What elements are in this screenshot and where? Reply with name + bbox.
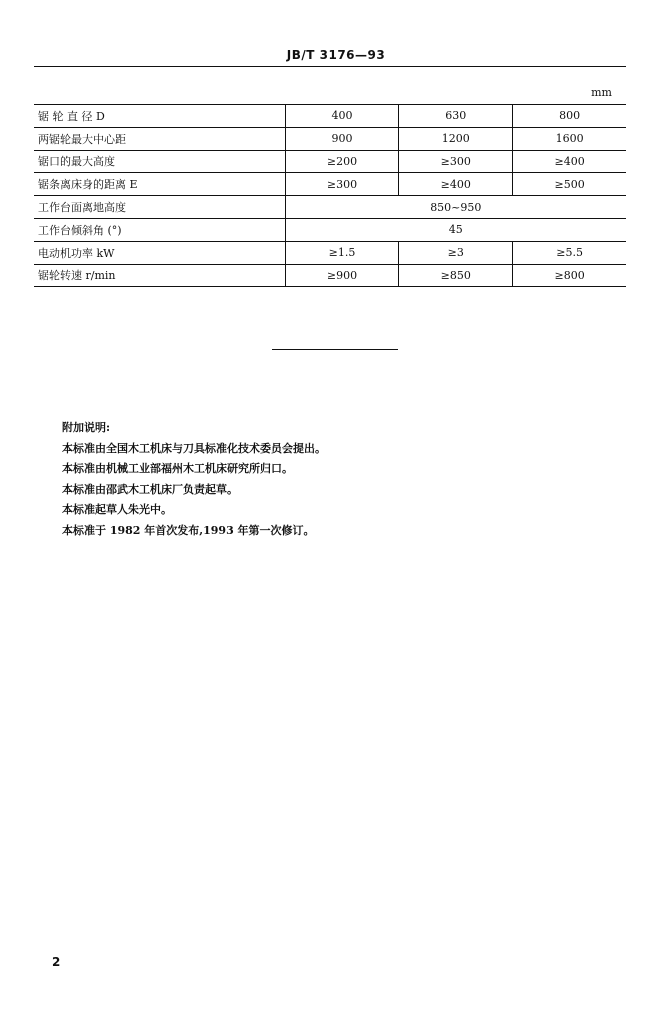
table-cell: ≥400 [399, 173, 513, 196]
table-cell: 630 [399, 105, 513, 128]
table-row [34, 127, 626, 150]
row-label: 锯条离床身的距离 E [34, 173, 285, 196]
table-cell: 400 [285, 105, 399, 128]
table-cell-merged: 45 [285, 218, 626, 241]
table-row [34, 150, 626, 173]
row-label: 电动机功率 kW [34, 241, 285, 264]
table-cell: 800 [513, 105, 626, 128]
table-cell-merged: 850~950 [285, 196, 626, 219]
table-cell: ≥3 [399, 241, 513, 264]
table-cell: ≥5.5 [513, 241, 626, 264]
table-row [34, 105, 626, 128]
notes-line: 本标准由邵武木工机床厂负责起草。 [62, 482, 238, 496]
table-cell: ≥300 [399, 150, 513, 173]
additional-notes [62, 418, 326, 541]
row-label: 锯口的最大高度 [34, 150, 285, 173]
table-cell: ≥300 [285, 173, 399, 196]
notes-line: 本标准于 1982 年首次发布,1993 年第一次修订。 [62, 523, 315, 537]
unit-label: mm [591, 86, 612, 99]
notes-title: 附加说明: [62, 421, 111, 434]
table-row [34, 196, 626, 219]
row-label: 两锯轮最大中心距 [34, 127, 285, 150]
table-cell: ≥850 [399, 264, 513, 287]
header-rule [34, 66, 626, 67]
page-number: 2 [52, 955, 61, 969]
table-cell: 900 [285, 127, 399, 150]
row-label: 工作台倾斜角 (°) [34, 218, 285, 241]
notes-line: 本标准由全国木工机床与刀具标准化技术委员会提出。 [62, 441, 326, 455]
notes-line: 本标准由机械工业部福州木工机床研究所归口。 [62, 462, 293, 475]
table-cell: ≥400 [513, 150, 626, 173]
table-row [34, 241, 626, 264]
table-cell: ≥900 [285, 264, 399, 287]
table-cell: ≥800 [513, 264, 626, 287]
table-cell: 1600 [513, 127, 626, 150]
row-label: 锯 轮 直 径 D [34, 105, 285, 128]
table-row [34, 173, 626, 196]
table-cell: ≥200 [285, 150, 399, 173]
document-header-code: JB/T 3176—93 [286, 48, 386, 62]
section-end-rule [272, 349, 398, 350]
table-row [34, 264, 626, 287]
table-row [34, 218, 626, 241]
table-cell: ≥500 [513, 173, 626, 196]
notes-line: 本标准起草人朱光中。 [62, 503, 172, 516]
row-label: 工作台面离地高度 [34, 196, 285, 219]
table-cell: 1200 [399, 127, 513, 150]
table-cell: ≥1.5 [285, 241, 399, 264]
row-label: 锯轮转速 r/min [34, 264, 285, 287]
spec-table [34, 104, 626, 287]
